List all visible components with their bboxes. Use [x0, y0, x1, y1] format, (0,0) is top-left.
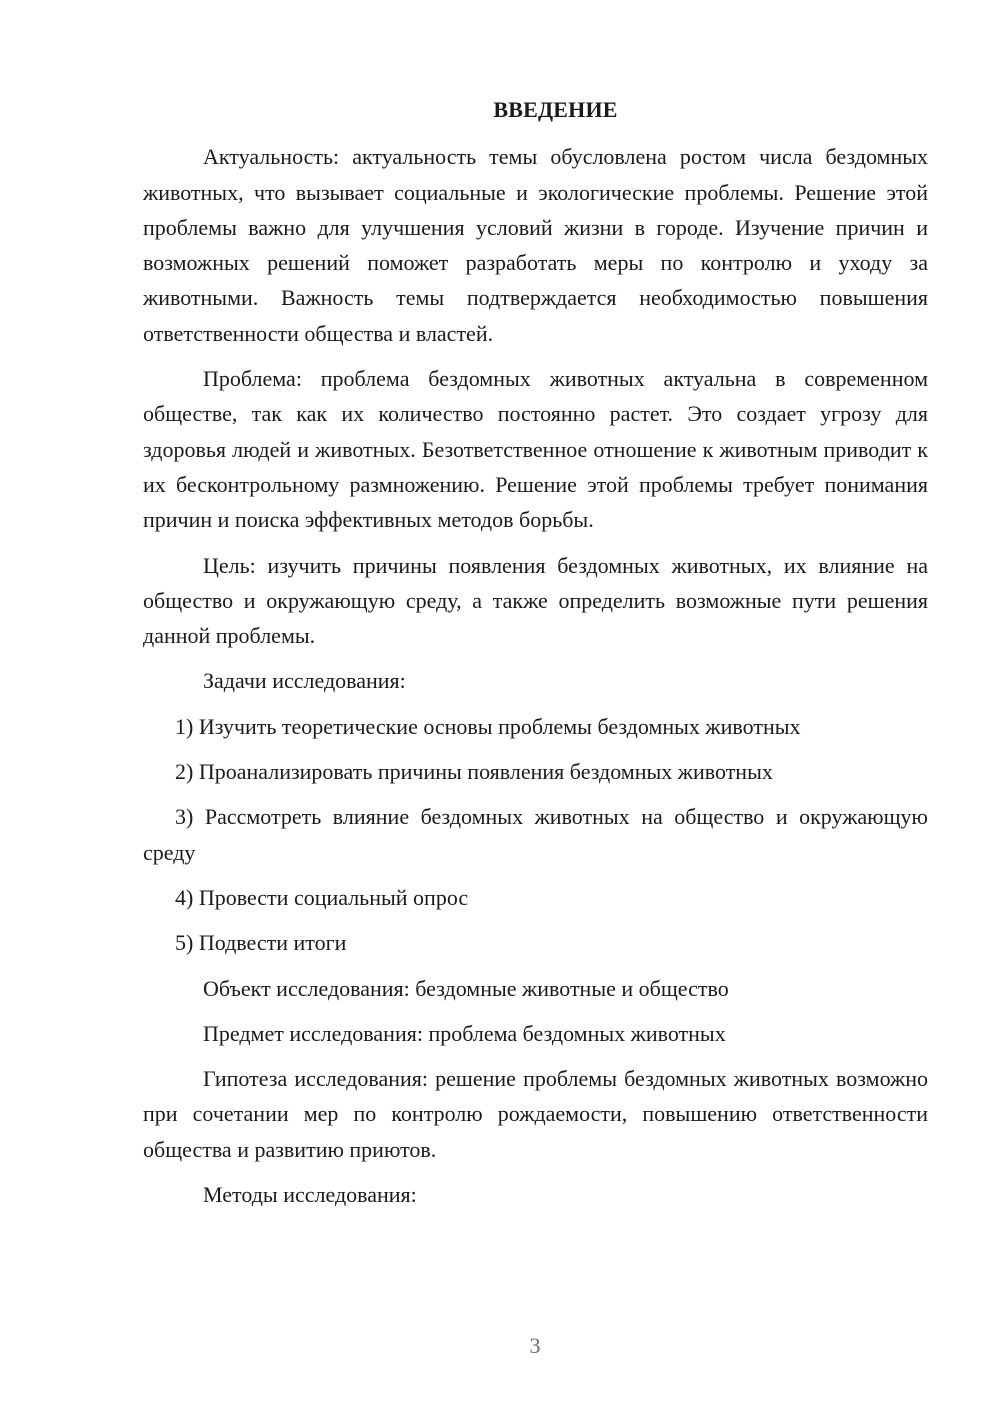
- task-item-5: 5) Подвести итоги: [175, 930, 347, 956]
- tasks-title: Задачи исследования:: [203, 668, 406, 694]
- task-item-1: 1) Изучить теоретические основы проблемы бездомных животных: [175, 713, 801, 739]
- task-item-3: 3) Рассмотреть влияние бездомных животных на общество и окружающую среду: [143, 804, 928, 865]
- problem-paragraph: Проблема: проблема бездомных животных актуальна в современном обществе, так как их количество постоянно растет. Это создает угрозу для здоровья людей и животных. Безответственное отношение к животным приводит к их бесконтрольному размножению. Решение этой проблемы требует понимания причин и поиска эффективных методов борьбы.: [143, 366, 928, 533]
- page-number: 3: [529, 1333, 541, 1358]
- task-item-2: 2) Проанализировать причины появления бездомных животных: [175, 759, 773, 785]
- relevance-paragraph: Актуальность: актуальность темы обусловлена ростом числа бездомных животных, что вызывает социальные и экологические проблемы. Решение этой проблемы важно для улучшения условий жизни в городе. Изучение причин и возможных решений поможет разработать меры по контролю и уходу за животными. Важность темы подтверждается необходимостью повышения ответственности общества и властей.: [143, 144, 928, 346]
- methods-paragraph: Методы исследования:: [203, 1182, 417, 1208]
- subject-paragraph: Предмет исследования: проблема бездомных животных: [203, 1020, 726, 1046]
- goal-paragraph: Цель: изучить причины появления бездомных животных, их влияние на общество и окружающую среду, а также определить возможные пути решения данной проблемы.: [143, 552, 928, 649]
- page-content: [143, 92, 928, 1222]
- object-paragraph: Объект исследования: бездомные животные и общество: [203, 975, 729, 1001]
- hypothesis-paragraph: Гипотеза исследования: решение проблемы бездомных животных возможно при сочетании мер по контролю рождаемости, повышению ответственности общества и развитию приютов.: [143, 1066, 928, 1162]
- task-item-4: 4) Провести социальный опрос: [175, 884, 469, 910]
- section-heading: ВВЕДЕНИЕ: [493, 97, 618, 122]
